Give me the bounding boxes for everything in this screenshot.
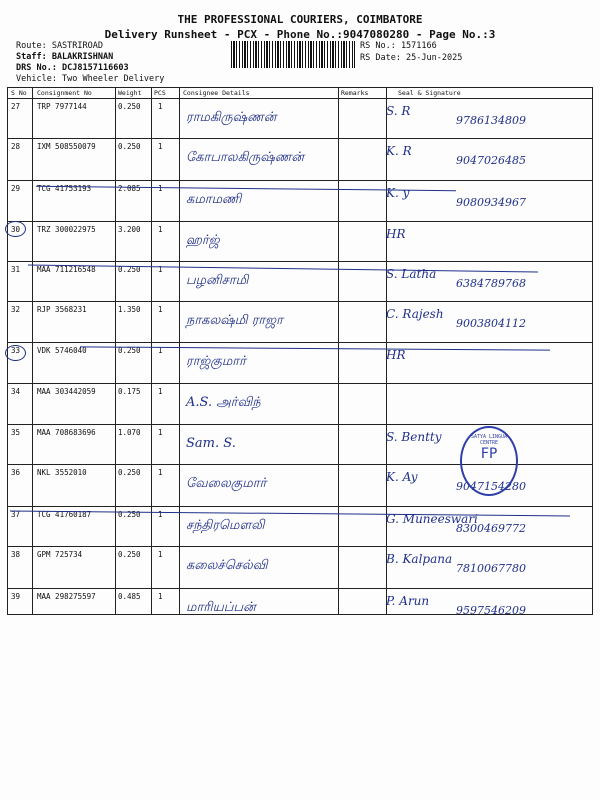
table-row — [8, 98, 592, 139]
row-sno: 32 — [11, 305, 21, 314]
row-consignee: நாகலஷ்மி ராஜா — [186, 313, 283, 328]
col-consignee: Consignee Details — [183, 89, 250, 97]
row-weight: 0.250 — [118, 510, 141, 519]
row-sno: 28 — [11, 142, 21, 151]
row-sno: 34 — [11, 387, 21, 396]
row-signature: S. Bentty — [386, 430, 442, 444]
row-consignment-no: GPM 725734 — [37, 550, 83, 559]
row-phone: 9047154280 — [456, 480, 526, 493]
row-signature: HR — [386, 227, 406, 241]
row-consignment-no: TCG 41753193 — [37, 184, 92, 193]
row-consignee: சந்திரமௌலி — [186, 518, 265, 533]
table-row — [8, 261, 592, 302]
ink-circle — [5, 221, 26, 237]
col-seal-signature: Seal & Signature — [398, 89, 461, 97]
company-name: THE PROFESSIONAL COURIERS, COIMBATORE — [177, 13, 423, 26]
barcode — [231, 41, 355, 68]
row-consignee: ராமகிருஷ்ணன் — [186, 110, 277, 125]
row-sno: 35 — [11, 428, 21, 437]
row-pcs: 1 — [158, 305, 163, 314]
row-consignee: ஹர்ஜ் — [186, 233, 220, 248]
row-consignee: கமாமணி — [186, 192, 242, 207]
row-pcs: 1 — [158, 592, 163, 601]
row-phone: 7810067780 — [456, 562, 526, 575]
row-phone: 9003804112 — [456, 317, 526, 330]
row-weight: 0.250 — [118, 102, 141, 111]
col-pcs: PCS — [154, 89, 166, 97]
row-consignee: Sam. S. — [186, 436, 236, 451]
row-weight: 0.250 — [118, 142, 141, 151]
row-signature: S. R — [386, 104, 411, 118]
row-signature: HR — [386, 348, 406, 362]
row-signature: S. Latha — [386, 267, 437, 281]
ink-circle — [5, 345, 26, 361]
row-pcs: 1 — [158, 102, 163, 111]
row-sno: 27 — [11, 102, 21, 111]
row-signature: G. Muneeswari — [386, 512, 478, 526]
row-consignment-no: TCG 41760187 — [37, 510, 92, 519]
vehicle-label: Vehicle: Two Wheeler Delivery — [16, 74, 165, 84]
row-consignment-no: MAA 708683696 — [37, 428, 96, 437]
row-sno: 30 — [11, 225, 21, 234]
row-pcs: 1 — [158, 346, 163, 355]
row-pcs: 1 — [158, 387, 163, 396]
route-label: Route: SASTRIROAD — [16, 41, 103, 51]
row-weight: 0.485 — [118, 592, 141, 601]
row-consignment-no: MAA 303442059 — [37, 387, 96, 396]
row-consignment-no: TRP 7977144 — [37, 102, 87, 111]
row-consignee: A.S. அர்விந் — [186, 395, 261, 410]
row-pcs: 1 — [158, 184, 163, 193]
row-phone: 6384789768 — [456, 277, 526, 290]
table-row — [8, 138, 592, 181]
col-consignment: Consignment No — [37, 89, 92, 97]
row-consignment-no: MAA 711216548 — [37, 265, 96, 274]
row-pcs: 1 — [158, 265, 163, 274]
delivery-table — [7, 87, 593, 615]
row-consignee: ராஜ்குமார் — [186, 354, 246, 369]
row-sno: 37 — [11, 510, 21, 519]
table-row — [8, 546, 592, 589]
row-pcs: 1 — [158, 428, 163, 437]
row-sno: 36 — [11, 468, 21, 477]
row-consignment-no: IXM 508550079 — [37, 142, 96, 151]
rs-date: RS Date: 25-Jun-2025 — [360, 53, 463, 63]
row-signature: K. y — [386, 186, 410, 200]
row-sno: 33 — [11, 346, 21, 355]
row-weight: 1.070 — [118, 428, 141, 437]
row-pcs: 1 — [158, 510, 163, 519]
table-row — [8, 383, 592, 425]
row-sno: 29 — [11, 184, 21, 193]
row-phone: 9047026485 — [456, 154, 526, 167]
table-row — [8, 588, 592, 616]
col-remarks: Remarks — [341, 89, 369, 97]
row-consignee: வேலைகுமார் — [186, 476, 267, 491]
row-pcs: 1 — [158, 142, 163, 151]
row-weight: 1.350 — [118, 305, 141, 314]
row-signature: K. Ay — [386, 470, 418, 484]
row-sno: 39 — [11, 592, 21, 601]
row-phone: 9597546209 — [456, 604, 526, 617]
row-weight: 0.175 — [118, 387, 141, 396]
row-weight: 0.250 — [118, 346, 141, 355]
col-weight: Weight — [118, 89, 142, 97]
row-pcs: 1 — [158, 468, 163, 477]
row-pcs: 1 — [158, 225, 163, 234]
stamp: SATYA LINGUA CENTRE FP — [460, 426, 518, 496]
row-consignee: பழனிசாமி — [186, 273, 249, 288]
row-weight: 0.250 — [118, 468, 141, 477]
row-sno: 38 — [11, 550, 21, 559]
row-phone: 9786134809 — [456, 114, 526, 127]
row-sno: 31 — [11, 265, 21, 274]
row-signature: K. R — [386, 144, 412, 158]
row-consignment-no: VDK 5746040 — [37, 346, 87, 355]
row-consignment-no: MAA 298275597 — [37, 592, 96, 601]
row-signature: P. Arun — [386, 594, 430, 608]
row-weight: 2.085 — [118, 184, 141, 193]
row-phone: 8300469772 — [456, 522, 526, 535]
row-consignment-no: NKL 3552010 — [37, 468, 87, 477]
col-sno: S No — [11, 89, 27, 97]
row-phone: 9080934967 — [456, 196, 526, 209]
row-consignee: கோபாலகிருஷ்ணன் — [186, 150, 304, 165]
row-consignment-no: TRZ 300022975 — [37, 225, 96, 234]
rs-number: RS No.: 1571166 — [360, 41, 437, 51]
row-weight: 0.250 — [118, 265, 141, 274]
table-row — [8, 301, 592, 343]
drs-number: DRS No.: DCJ8157116603 — [16, 63, 129, 73]
row-pcs: 1 — [158, 550, 163, 559]
runsheet-subtitle: Delivery Runsheet - PCX - Phone No.:9047080280 - Page No.:3 — [104, 28, 496, 41]
row-weight: 0.250 — [118, 550, 141, 559]
staff-label: Staff: BALAKRISHNAN — [16, 52, 114, 62]
row-weight: 3.200 — [118, 225, 141, 234]
row-consignment-no: RJP 3568231 — [37, 305, 87, 314]
row-signature: C. Rajesh — [386, 307, 444, 321]
row-consignee: கலைச்செல்வி — [186, 558, 268, 573]
table-row — [8, 221, 592, 262]
row-consignee: மாரியப்பன் — [186, 600, 256, 615]
row-signature: B. Kalpana — [386, 552, 453, 566]
